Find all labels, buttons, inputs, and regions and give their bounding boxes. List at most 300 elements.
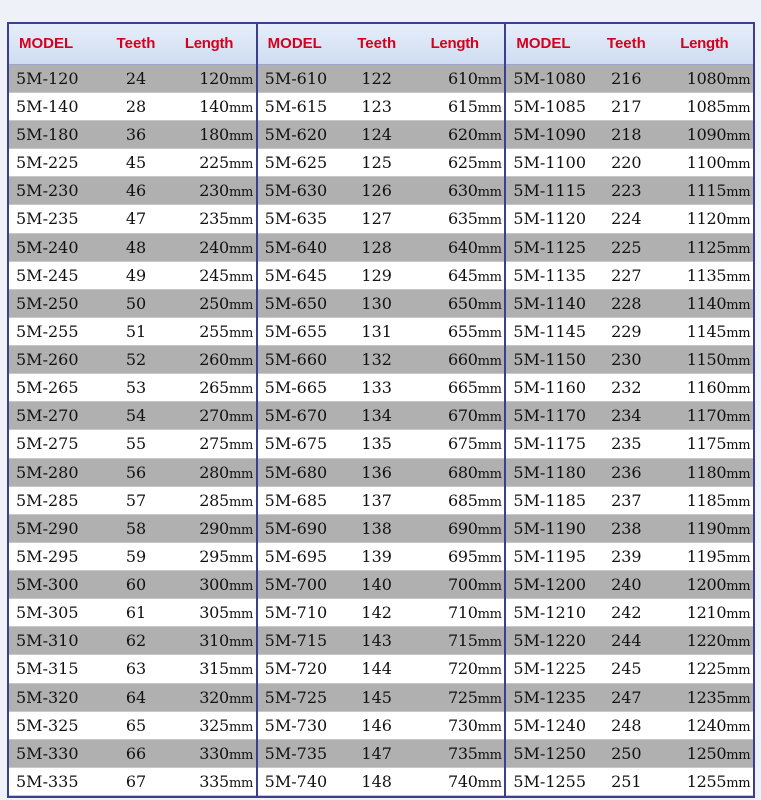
length-unit: mm bbox=[228, 438, 253, 454]
table-row bbox=[9, 93, 256, 121]
table-row bbox=[258, 459, 505, 487]
length-unit: mm bbox=[477, 663, 502, 679]
column-header-teeth: Teeth bbox=[606, 35, 646, 53]
length-unit: mm bbox=[477, 382, 502, 398]
length-value: 285 bbox=[199, 490, 229, 510]
length-cell bbox=[658, 238, 752, 257]
model-cell: 5M-315 bbox=[16, 659, 79, 679]
table-row bbox=[258, 402, 505, 430]
table-row bbox=[506, 627, 753, 655]
length-cell bbox=[658, 153, 752, 172]
length-unit: mm bbox=[726, 579, 751, 595]
length-unit: mm bbox=[726, 72, 751, 88]
length-unit: mm bbox=[726, 607, 751, 623]
teeth-cell: 143 bbox=[361, 631, 392, 651]
length-cell bbox=[165, 463, 255, 482]
model-cell: 5M-180 bbox=[16, 125, 79, 145]
teeth-cell: 24 bbox=[125, 68, 147, 88]
length-cell bbox=[408, 575, 504, 594]
length-value: 325 bbox=[199, 715, 229, 735]
table-row bbox=[258, 65, 505, 93]
table-panel bbox=[258, 24, 507, 796]
teeth-cell: 238 bbox=[611, 518, 642, 538]
model-cell: 5M-1080 bbox=[513, 68, 587, 88]
teeth-cell: 50 bbox=[125, 293, 147, 313]
length-value: 1235 bbox=[686, 687, 727, 707]
length-cell bbox=[165, 434, 255, 453]
length-unit: mm bbox=[726, 719, 751, 735]
length-cell bbox=[658, 547, 752, 566]
table-row bbox=[258, 290, 505, 318]
table-row bbox=[506, 121, 753, 149]
length-value: 635 bbox=[447, 209, 478, 229]
table-row bbox=[9, 768, 256, 796]
length-unit: mm bbox=[477, 129, 502, 145]
length-cell bbox=[165, 153, 255, 172]
teeth-cell: 223 bbox=[611, 181, 642, 201]
length-cell bbox=[165, 238, 255, 257]
table-panel bbox=[9, 24, 258, 796]
length-cell bbox=[408, 97, 504, 116]
length-unit: mm bbox=[726, 747, 751, 763]
table-row bbox=[258, 149, 505, 177]
length-cell bbox=[165, 491, 255, 510]
table-row bbox=[9, 627, 256, 655]
length-cell bbox=[165, 744, 255, 763]
length-cell bbox=[165, 659, 255, 678]
teeth-cell: 54 bbox=[125, 406, 147, 426]
model-cell: 5M-330 bbox=[16, 743, 79, 763]
length-value: 1125 bbox=[686, 237, 727, 257]
length-unit: mm bbox=[477, 241, 502, 257]
length-cell bbox=[408, 350, 504, 369]
model-cell: 5M-715 bbox=[264, 631, 328, 651]
teeth-cell: 236 bbox=[611, 462, 642, 482]
table-row bbox=[258, 571, 505, 599]
model-cell: 5M-610 bbox=[264, 68, 328, 88]
length-unit: mm bbox=[726, 241, 751, 257]
length-cell bbox=[165, 209, 255, 228]
column-header-model: MODEL bbox=[516, 35, 571, 53]
table-row bbox=[506, 515, 753, 543]
length-cell bbox=[658, 491, 752, 510]
length-value: 1195 bbox=[686, 546, 727, 566]
model-cell: 5M-720 bbox=[264, 659, 328, 679]
table-row bbox=[9, 543, 256, 571]
length-unit: mm bbox=[477, 607, 502, 623]
length-cell bbox=[408, 209, 504, 228]
length-cell bbox=[165, 547, 255, 566]
table-row bbox=[258, 740, 505, 768]
length-cell bbox=[658, 181, 752, 200]
length-unit: mm bbox=[726, 466, 751, 482]
length-value: 1090 bbox=[686, 125, 727, 145]
length-unit: mm bbox=[477, 691, 502, 707]
length-value: 180 bbox=[199, 125, 229, 145]
length-value: 620 bbox=[447, 125, 478, 145]
model-cell: 5M-620 bbox=[264, 125, 328, 145]
length-value: 1115 bbox=[686, 181, 727, 201]
length-unit: mm bbox=[726, 550, 751, 566]
length-value: 1185 bbox=[686, 490, 727, 510]
length-cell bbox=[658, 209, 752, 228]
column-header-length: Length bbox=[680, 35, 729, 53]
model-cell: 5M-680 bbox=[264, 462, 328, 482]
teeth-cell: 122 bbox=[361, 68, 392, 88]
table-panel bbox=[506, 24, 753, 796]
length-cell bbox=[165, 688, 255, 707]
model-cell: 5M-260 bbox=[16, 350, 79, 370]
table-row bbox=[506, 571, 753, 599]
length-cell bbox=[408, 378, 504, 397]
length-value: 645 bbox=[447, 265, 478, 285]
teeth-cell: 142 bbox=[361, 603, 392, 623]
length-cell bbox=[658, 125, 752, 144]
model-cell: 5M-1090 bbox=[513, 125, 587, 145]
teeth-cell: 56 bbox=[125, 462, 147, 482]
table-row bbox=[506, 712, 753, 740]
model-cell: 5M-645 bbox=[264, 265, 328, 285]
length-cell bbox=[408, 716, 504, 735]
length-unit: mm bbox=[228, 129, 253, 145]
length-unit: mm bbox=[228, 100, 253, 116]
table-row bbox=[506, 318, 753, 346]
table-row bbox=[9, 459, 256, 487]
table-row bbox=[258, 205, 505, 233]
teeth-cell: 148 bbox=[361, 771, 392, 791]
table-row bbox=[506, 543, 753, 571]
length-unit: mm bbox=[477, 157, 502, 173]
teeth-cell: 225 bbox=[611, 237, 642, 257]
teeth-cell: 244 bbox=[611, 631, 642, 651]
teeth-cell: 136 bbox=[361, 462, 392, 482]
model-cell: 5M-1120 bbox=[513, 209, 587, 229]
teeth-cell: 28 bbox=[125, 96, 147, 116]
length-cell bbox=[165, 322, 255, 341]
length-cell bbox=[408, 153, 504, 172]
length-unit: mm bbox=[228, 157, 253, 173]
length-unit: mm bbox=[726, 185, 751, 201]
model-cell: 5M-660 bbox=[264, 350, 328, 370]
length-cell bbox=[408, 322, 504, 341]
column-header-model: MODEL bbox=[19, 35, 74, 53]
teeth-cell: 62 bbox=[125, 631, 147, 651]
model-cell: 5M-635 bbox=[264, 209, 328, 229]
length-value: 1140 bbox=[686, 293, 727, 313]
model-cell: 5M-270 bbox=[16, 406, 79, 426]
table-row bbox=[9, 234, 256, 262]
table-row bbox=[9, 177, 256, 205]
table-row bbox=[9, 121, 256, 149]
length-value: 120 bbox=[199, 68, 229, 88]
length-cell bbox=[658, 575, 752, 594]
length-value: 235 bbox=[199, 209, 229, 229]
length-cell bbox=[165, 350, 255, 369]
length-value: 735 bbox=[447, 743, 478, 763]
length-unit: mm bbox=[228, 691, 253, 707]
table-row bbox=[9, 684, 256, 712]
table-header-row bbox=[9, 24, 256, 65]
model-cell: 5M-1235 bbox=[513, 687, 587, 707]
table-row bbox=[258, 318, 505, 346]
length-unit: mm bbox=[726, 522, 751, 538]
length-value: 625 bbox=[447, 153, 478, 173]
length-unit: mm bbox=[228, 635, 253, 651]
teeth-cell: 51 bbox=[125, 321, 147, 341]
teeth-cell: 250 bbox=[611, 743, 642, 763]
teeth-cell: 145 bbox=[361, 687, 392, 707]
length-cell bbox=[658, 631, 752, 650]
teeth-cell: 59 bbox=[125, 546, 147, 566]
length-unit: mm bbox=[726, 635, 751, 651]
length-value: 1210 bbox=[686, 603, 727, 623]
length-cell bbox=[658, 434, 752, 453]
table-row bbox=[506, 599, 753, 627]
length-value: 275 bbox=[199, 434, 229, 454]
model-cell: 5M-1240 bbox=[513, 715, 587, 735]
table-header-row bbox=[506, 24, 753, 65]
length-cell bbox=[408, 659, 504, 678]
length-cell bbox=[408, 406, 504, 425]
length-cell bbox=[408, 463, 504, 482]
length-value: 310 bbox=[199, 631, 229, 651]
teeth-cell: 235 bbox=[611, 434, 642, 454]
teeth-cell: 135 bbox=[361, 434, 392, 454]
length-value: 680 bbox=[447, 462, 478, 482]
model-cell: 5M-320 bbox=[16, 687, 79, 707]
length-unit: mm bbox=[726, 775, 751, 791]
table-row bbox=[506, 430, 753, 458]
length-cell bbox=[658, 97, 752, 116]
length-value: 700 bbox=[447, 575, 478, 595]
column-header-model: MODEL bbox=[267, 35, 322, 53]
teeth-cell: 251 bbox=[611, 771, 642, 791]
model-cell: 5M-1225 bbox=[513, 659, 587, 679]
table-row bbox=[9, 402, 256, 430]
model-cell: 5M-230 bbox=[16, 181, 79, 201]
length-value: 315 bbox=[199, 659, 229, 679]
length-value: 290 bbox=[199, 518, 229, 538]
table-row bbox=[506, 205, 753, 233]
length-unit: mm bbox=[477, 297, 502, 313]
model-cell: 5M-265 bbox=[16, 378, 79, 398]
length-cell bbox=[658, 322, 752, 341]
length-unit: mm bbox=[726, 100, 751, 116]
length-unit: mm bbox=[228, 747, 253, 763]
length-value: 305 bbox=[199, 603, 229, 623]
length-unit: mm bbox=[726, 410, 751, 426]
table-row bbox=[506, 655, 753, 683]
length-unit: mm bbox=[477, 100, 502, 116]
length-unit: mm bbox=[228, 382, 253, 398]
table-header-row bbox=[258, 24, 505, 65]
length-value: 1170 bbox=[686, 406, 727, 426]
table-row bbox=[258, 93, 505, 121]
teeth-cell: 247 bbox=[611, 687, 642, 707]
teeth-cell: 63 bbox=[125, 659, 147, 679]
table-row bbox=[9, 262, 256, 290]
teeth-cell: 216 bbox=[611, 68, 642, 88]
table-row bbox=[258, 234, 505, 262]
teeth-cell: 224 bbox=[611, 209, 642, 229]
length-unit: mm bbox=[726, 269, 751, 285]
length-value: 335 bbox=[199, 771, 229, 791]
length-unit: mm bbox=[477, 354, 502, 370]
length-unit: mm bbox=[228, 354, 253, 370]
model-cell: 5M-1200 bbox=[513, 575, 587, 595]
teeth-cell: 245 bbox=[611, 659, 642, 679]
model-cell: 5M-140 bbox=[16, 96, 79, 116]
model-cell: 5M-1100 bbox=[513, 153, 587, 173]
length-unit: mm bbox=[477, 410, 502, 426]
length-unit: mm bbox=[477, 72, 502, 88]
teeth-cell: 67 bbox=[125, 771, 147, 791]
teeth-cell: 60 bbox=[125, 575, 147, 595]
model-cell: 5M-625 bbox=[264, 153, 328, 173]
length-value: 685 bbox=[447, 490, 478, 510]
model-cell: 5M-240 bbox=[16, 237, 79, 257]
length-value: 740 bbox=[447, 771, 478, 791]
length-unit: mm bbox=[228, 719, 253, 735]
length-value: 1085 bbox=[686, 96, 727, 116]
table-row bbox=[506, 149, 753, 177]
model-cell: 5M-250 bbox=[16, 293, 79, 313]
table-row bbox=[506, 177, 753, 205]
teeth-cell: 126 bbox=[361, 181, 392, 201]
model-cell: 5M-285 bbox=[16, 490, 79, 510]
model-cell: 5M-1135 bbox=[513, 265, 587, 285]
table-row bbox=[258, 684, 505, 712]
length-unit: mm bbox=[726, 663, 751, 679]
length-unit: mm bbox=[477, 522, 502, 538]
length-unit: mm bbox=[726, 297, 751, 313]
teeth-cell: 239 bbox=[611, 546, 642, 566]
model-cell: 5M-1145 bbox=[513, 321, 587, 341]
model-cell: 5M-245 bbox=[16, 265, 79, 285]
length-unit: mm bbox=[726, 354, 751, 370]
length-unit: mm bbox=[228, 775, 253, 791]
length-value: 295 bbox=[199, 546, 229, 566]
length-value: 1120 bbox=[686, 209, 727, 229]
length-cell bbox=[658, 688, 752, 707]
table-row bbox=[258, 599, 505, 627]
length-value: 660 bbox=[447, 350, 478, 370]
model-cell: 5M-740 bbox=[264, 771, 328, 791]
length-unit: mm bbox=[477, 719, 502, 735]
length-value: 225 bbox=[199, 153, 229, 173]
length-unit: mm bbox=[726, 129, 751, 145]
teeth-cell: 46 bbox=[125, 181, 147, 201]
teeth-cell: 127 bbox=[361, 209, 392, 229]
length-cell bbox=[165, 181, 255, 200]
length-value: 670 bbox=[447, 406, 478, 426]
length-value: 710 bbox=[447, 603, 478, 623]
table-row bbox=[506, 459, 753, 487]
teeth-cell: 240 bbox=[611, 575, 642, 595]
length-unit: mm bbox=[477, 579, 502, 595]
model-cell: 5M-1170 bbox=[513, 406, 587, 426]
table-row bbox=[506, 402, 753, 430]
table-row bbox=[258, 712, 505, 740]
table-row bbox=[258, 346, 505, 374]
teeth-cell: 45 bbox=[125, 153, 147, 173]
teeth-cell: 217 bbox=[611, 96, 642, 116]
length-cell bbox=[165, 97, 255, 116]
length-unit: mm bbox=[228, 241, 253, 257]
length-cell bbox=[658, 716, 752, 735]
length-value: 720 bbox=[447, 659, 478, 679]
teeth-cell: 36 bbox=[125, 125, 147, 145]
table-row bbox=[258, 655, 505, 683]
length-cell bbox=[165, 603, 255, 622]
length-unit: mm bbox=[477, 185, 502, 201]
length-cell bbox=[408, 125, 504, 144]
length-cell bbox=[165, 266, 255, 285]
teeth-cell: 133 bbox=[361, 378, 392, 398]
length-cell bbox=[165, 575, 255, 594]
length-cell bbox=[658, 350, 752, 369]
teeth-cell: 227 bbox=[611, 265, 642, 285]
teeth-cell: 125 bbox=[361, 153, 392, 173]
length-cell bbox=[408, 69, 504, 88]
model-cell: 5M-120 bbox=[16, 68, 79, 88]
length-value: 1225 bbox=[686, 659, 727, 679]
length-value: 320 bbox=[199, 687, 229, 707]
teeth-cell: 58 bbox=[125, 518, 147, 538]
model-cell: 5M-1255 bbox=[513, 771, 587, 791]
teeth-cell: 248 bbox=[611, 715, 642, 735]
length-unit: mm bbox=[726, 494, 751, 510]
length-value: 630 bbox=[447, 181, 478, 201]
length-unit: mm bbox=[477, 269, 502, 285]
table-row bbox=[258, 768, 505, 796]
teeth-cell: 123 bbox=[361, 96, 392, 116]
teeth-cell: 138 bbox=[361, 518, 392, 538]
column-header-teeth: Teeth bbox=[357, 35, 397, 53]
model-cell: 5M-295 bbox=[16, 546, 79, 566]
table-row bbox=[9, 430, 256, 458]
length-value: 675 bbox=[447, 434, 478, 454]
length-value: 1200 bbox=[686, 575, 727, 595]
model-cell: 5M-730 bbox=[264, 715, 328, 735]
length-value: 300 bbox=[199, 575, 229, 595]
length-value: 330 bbox=[199, 743, 229, 763]
table-row bbox=[258, 430, 505, 458]
table-row bbox=[258, 487, 505, 515]
length-value: 650 bbox=[447, 293, 478, 313]
model-cell: 5M-655 bbox=[264, 321, 328, 341]
table-row bbox=[9, 740, 256, 768]
length-cell bbox=[658, 406, 752, 425]
length-cell bbox=[408, 631, 504, 650]
length-cell bbox=[408, 238, 504, 257]
teeth-cell: 129 bbox=[361, 265, 392, 285]
length-cell bbox=[408, 603, 504, 622]
model-cell: 5M-325 bbox=[16, 715, 79, 735]
teeth-cell: 230 bbox=[611, 350, 642, 370]
length-unit: mm bbox=[228, 72, 253, 88]
length-cell bbox=[658, 69, 752, 88]
model-cell: 5M-615 bbox=[264, 96, 328, 116]
table-row bbox=[506, 374, 753, 402]
length-unit: mm bbox=[228, 410, 253, 426]
length-value: 260 bbox=[199, 350, 229, 370]
length-unit: mm bbox=[477, 438, 502, 454]
length-value: 230 bbox=[199, 181, 229, 201]
model-cell: 5M-335 bbox=[16, 771, 79, 791]
length-unit: mm bbox=[228, 213, 253, 229]
teeth-cell: 57 bbox=[125, 490, 147, 510]
